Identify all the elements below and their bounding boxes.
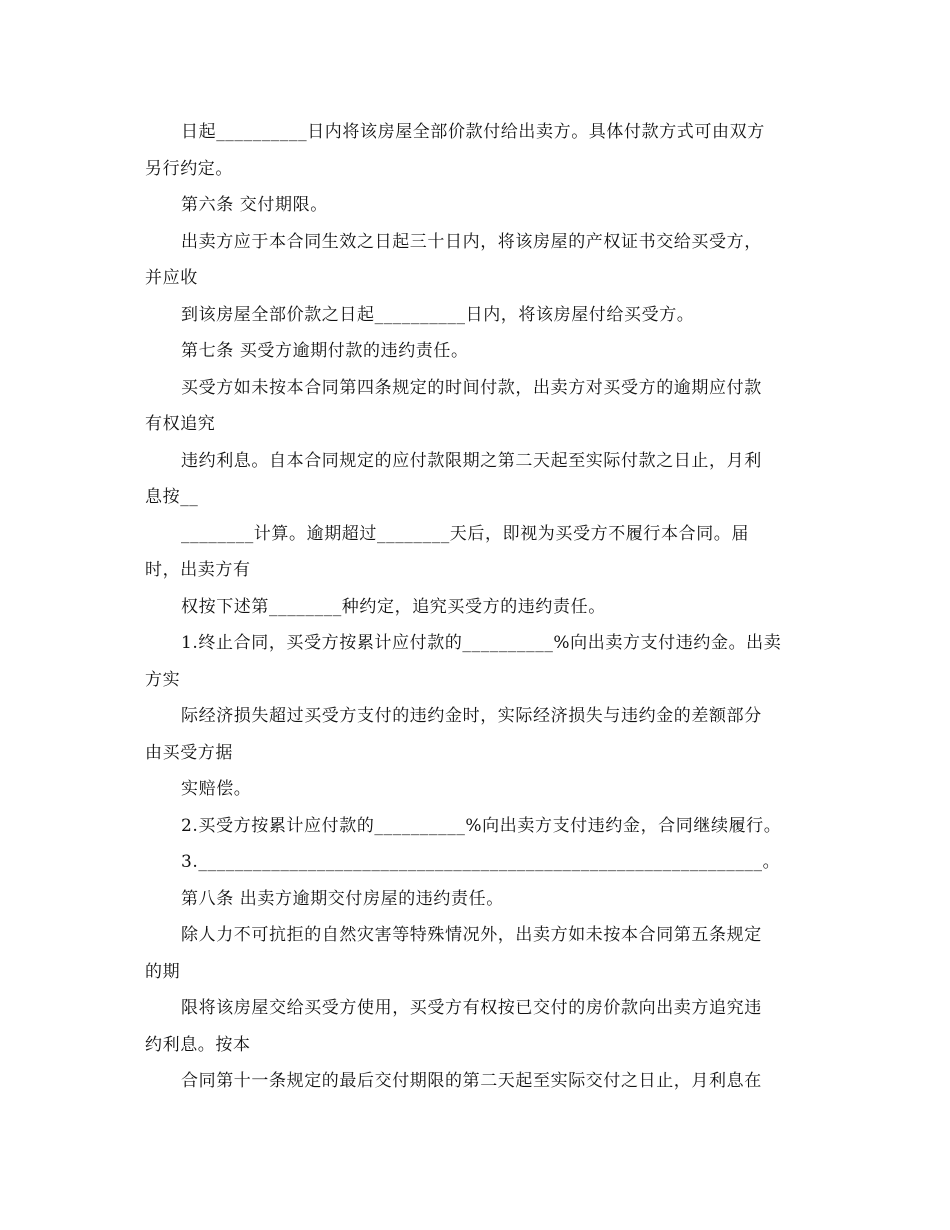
paragraph-line: 权按下述第________种约定，追究买受方的违约责任。 xyxy=(181,596,606,617)
paragraph-line: 除人力不可抗拒的自然灾害等特殊情况外，出卖方如未按本合同第五条规定 xyxy=(181,925,762,945)
paragraph-line: 际经济损失超过买受方支付的违约金时，实际经济损失与违约金的差额部分 xyxy=(181,706,762,726)
list-item-3: 3.______________________________________________________________。 xyxy=(181,852,781,872)
paragraph-line: 出卖方应于本合同生效之日起三十日内，将该房屋的产权证书交给买受方， xyxy=(181,231,762,252)
paragraph-line: 约利息。按本 xyxy=(145,1034,251,1055)
list-item-2: 2.买受方按累计应付款的__________%向出卖方支付违约金，合同继续履行。 xyxy=(181,815,782,836)
paragraph-line: 方实 xyxy=(145,669,181,690)
section-heading-article-7: 第七条 买受方逾期付款的违约责任。 xyxy=(181,341,469,361)
paragraph-line: 到该房屋全部价款之日起__________日内，将该房屋付给买受方。 xyxy=(181,304,695,325)
paragraph-line: 并应收 xyxy=(145,268,198,288)
paragraph-line: 的期 xyxy=(145,961,181,982)
paragraph-line: 息按__ xyxy=(145,487,199,507)
paragraph-line: 限将该房屋交给买受方使用，买受方有权按已交付的房价款向出卖方追究违 xyxy=(181,998,762,1018)
paragraph-line: 违约利息。自本合同规定的应付款限期之第二天起至实际付款之日止，月利 xyxy=(181,450,762,471)
list-item-1: 1.终止合同，买受方按累计应付款的__________%向出卖方支付违约金。出卖 xyxy=(181,633,782,653)
document-body xyxy=(145,114,815,1100)
paragraph-line: 时，出卖方有 xyxy=(145,560,251,580)
section-heading-article-8: 第八条 出卖方逾期交付房屋的违约责任。 xyxy=(181,888,504,909)
paragraph-line: 有权追究 xyxy=(145,414,216,434)
section-heading-article-6: 第六条 交付期限。 xyxy=(181,195,328,215)
paragraph-line: 合同第十一条规定的最后交付期限的第二天起至实际交付之日止，月利息在 xyxy=(181,1071,762,1091)
paragraph-line: 实赔偿。 xyxy=(181,779,252,799)
paragraph-line: 由买受方据 xyxy=(145,742,233,763)
paragraph-line: 另行约定。 xyxy=(145,158,233,179)
paragraph-line: 买受方如未按本合同第四条规定的时间付款，出卖方对买受方的逾期应付款 xyxy=(181,377,762,398)
paragraph-line: 日起__________日内将该房屋全部价款付给出卖方。具体付款方式可由双方 xyxy=(181,122,765,142)
paragraph-line: ________计算。逾期超过________天后，即视为买受方不履行本合同。届 xyxy=(181,523,749,544)
